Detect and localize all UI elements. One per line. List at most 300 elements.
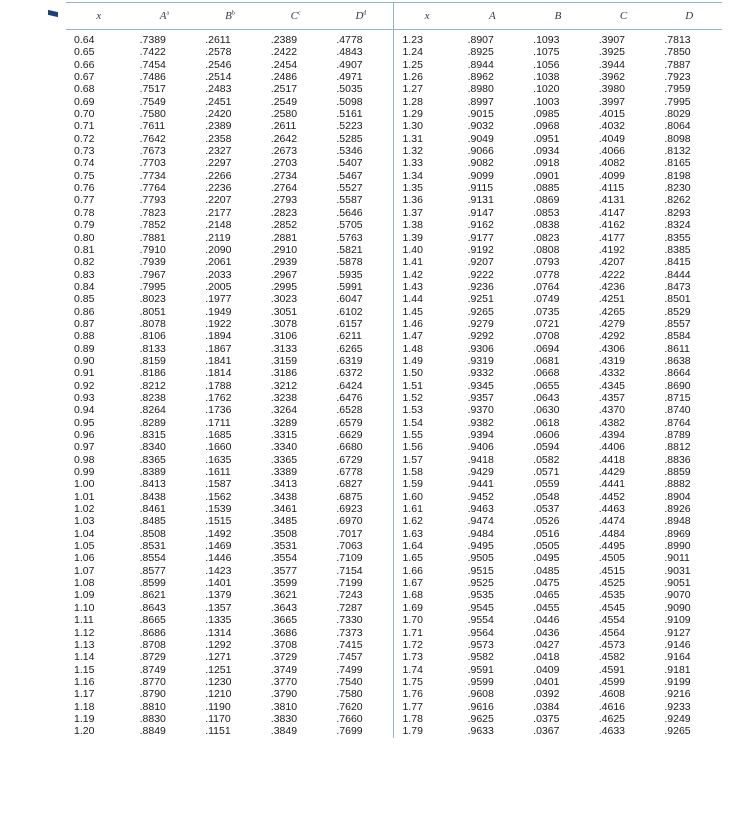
table-row	[66, 392, 722, 404]
column-header-label: C	[290, 10, 298, 22]
table-cell: .4505	[598, 552, 626, 565]
table-cell: .4192	[598, 243, 626, 256]
table-cell: .7642	[139, 132, 166, 145]
table-cell: .8990	[664, 540, 691, 553]
table-cell: .9441	[467, 478, 494, 491]
table-cell: .0630	[533, 404, 560, 417]
table-cell: 0.79	[74, 219, 95, 232]
table-cell: .2703	[270, 157, 298, 170]
table-cell: .9192	[467, 243, 494, 256]
table-cell: .2207	[205, 194, 232, 207]
table-cell: 0.91	[74, 367, 95, 380]
table-cell: .0475	[533, 577, 560, 590]
table-cell: .7415	[336, 638, 363, 651]
table-row	[66, 651, 722, 663]
table-cell: .4573	[598, 638, 626, 651]
table-cell: .5991	[336, 280, 363, 293]
table-cell: .0681	[533, 354, 560, 367]
table-cell: .8969	[664, 527, 691, 540]
table-cell: 0.80	[74, 231, 95, 244]
table-cell: .7703	[139, 157, 166, 170]
table-cell: .7549	[139, 95, 166, 108]
table-cell: .8133	[139, 342, 166, 355]
table-row	[66, 269, 722, 281]
column-header	[328, 3, 394, 30]
column-header-footnote: d	[363, 10, 367, 17]
table-cell: .8413	[139, 478, 166, 491]
table-cell: .3577	[270, 564, 298, 577]
table-cell: .7373	[336, 626, 363, 639]
table-cell: 1.45	[394, 306, 460, 318]
table-cell: .9591	[467, 663, 494, 676]
table-cell: .1635	[205, 453, 232, 466]
table-cell: .8980	[467, 83, 494, 96]
table-cell: .4625	[598, 712, 626, 725]
table-cell: .9181	[664, 663, 691, 676]
table-cell: 1.09	[74, 589, 95, 602]
table-cell: 0.70	[74, 108, 95, 121]
table-cell: .2486	[270, 71, 298, 84]
table-row	[66, 528, 722, 540]
table-cell: .8749	[139, 663, 166, 676]
table-cell: .1949	[205, 305, 232, 318]
table-cell: .0708	[533, 330, 560, 343]
table-cell: 1.63	[394, 528, 460, 540]
table-cell: .5935	[336, 268, 363, 281]
table-cell: .8789	[664, 429, 691, 441]
table-cell: .5527	[336, 182, 363, 195]
table-cell: .4608	[598, 688, 626, 701]
table-cell: .1151	[205, 725, 231, 738]
table-row	[66, 552, 722, 564]
table-cell: .3438	[270, 490, 298, 503]
table-row	[66, 120, 722, 132]
table-cell: .6528	[336, 404, 363, 417]
table-cell: 1.56	[394, 441, 460, 453]
table-cell: .3749	[270, 663, 298, 676]
table-cell: .9066	[467, 145, 494, 158]
table-cell: .1401	[205, 577, 232, 590]
table-cell: .0985	[533, 108, 560, 121]
table-cell: 1.16	[74, 675, 95, 688]
table-row	[66, 133, 722, 145]
table-cell: .8064	[664, 120, 691, 133]
table-cell: .4382	[598, 416, 626, 429]
table-cell: .9265	[664, 725, 691, 738]
table-cell: .9452	[467, 490, 494, 503]
table-cell: .3925	[598, 46, 626, 59]
table-row	[66, 713, 722, 725]
table-cell: .8132	[664, 145, 691, 158]
table-cell: .4131	[598, 194, 626, 207]
table-cell: .2327	[205, 145, 232, 158]
table-cell: .4474	[598, 515, 626, 528]
table-cell: 1.40	[394, 244, 460, 256]
table-cell: 1.74	[394, 664, 460, 676]
table-cell: .8485	[139, 515, 166, 528]
table-cell: 0.84	[74, 280, 95, 293]
table-row	[66, 478, 722, 490]
table-row	[66, 627, 722, 639]
table-cell: 0.74	[74, 157, 95, 170]
table-cell: .2148	[205, 219, 232, 232]
table-cell: .0485	[533, 564, 560, 577]
table-cell: .8289	[139, 416, 166, 429]
table-cell: .1562	[205, 490, 232, 503]
column-header	[132, 3, 198, 30]
table-cell: .3461	[270, 503, 298, 516]
table-cell: .2483	[205, 83, 232, 96]
table-cell: .3264	[270, 404, 298, 417]
table-cell: .9082	[467, 157, 494, 170]
table-row	[66, 232, 722, 244]
table-cell: .9599	[467, 675, 494, 688]
table-cell: .4554	[598, 614, 626, 627]
table-row	[66, 676, 722, 688]
table-cell: .8611	[664, 342, 690, 355]
table-cell: 1.73	[394, 651, 460, 663]
column-header	[197, 3, 263, 30]
table-cell: .6778	[336, 466, 363, 479]
table-cell: .4015	[598, 108, 626, 121]
column-header-label: D	[685, 10, 694, 22]
table-cell: .9370	[467, 404, 494, 417]
table-cell: .8078	[139, 317, 166, 330]
table-cell: 0.66	[74, 58, 95, 71]
table-cell: .5407	[336, 157, 363, 170]
table-cell: .8415	[664, 256, 691, 269]
table-cell: 1.34	[394, 170, 460, 182]
table-cell: .2764	[270, 182, 298, 195]
table-cell: 0.81	[74, 243, 95, 256]
table-cell: .7699	[336, 725, 363, 738]
table-cell: .6424	[336, 379, 363, 392]
table-cell: .6875	[336, 490, 363, 503]
table-cell: .9279	[467, 317, 494, 330]
table-cell: .0418	[533, 651, 560, 664]
table-cell: .4222	[598, 268, 626, 281]
table-row	[66, 83, 722, 95]
table-cell: .9099	[467, 169, 494, 182]
column-header	[460, 3, 526, 30]
table-cell: .8186	[139, 367, 166, 380]
table-cell: .3485	[270, 515, 298, 528]
table-cell: .1314	[205, 626, 232, 639]
table-cell: 1.69	[394, 602, 460, 614]
table-cell: .9515	[467, 564, 494, 577]
table-cell: .7243	[336, 589, 363, 602]
table-cell: .1762	[205, 391, 232, 404]
table-cell: .3997	[598, 95, 626, 108]
table-cell: 1.20	[74, 725, 95, 738]
table-row	[66, 540, 722, 552]
table-cell: .4115	[598, 182, 625, 195]
column-header	[263, 3, 329, 30]
table-cell: .0401	[533, 675, 560, 688]
table-cell: .0495	[533, 552, 560, 565]
table-row	[66, 306, 722, 318]
column-header-label: C	[619, 10, 628, 22]
table-cell: .9177	[467, 231, 494, 244]
table-cell: .0455	[533, 601, 560, 614]
table-cell: .9109	[664, 614, 691, 627]
table-cell: 1.38	[394, 219, 460, 231]
table-cell: .7422	[139, 46, 166, 59]
table-cell: .4207	[598, 256, 626, 269]
table-cell: .9127	[664, 626, 691, 639]
table-cell: .5646	[336, 206, 363, 219]
table-cell: 0.82	[74, 256, 95, 269]
table-cell: 1.35	[394, 182, 460, 194]
table-cell: .2033	[205, 268, 232, 281]
table-cell: .2967	[270, 268, 298, 281]
table-cell: 1.76	[394, 688, 460, 700]
table-cell: .9292	[467, 330, 494, 343]
table-cell: .0764	[533, 280, 560, 293]
table-cell: .3770	[270, 675, 298, 688]
table-cell: .1894	[205, 330, 232, 343]
table-cell: .4032	[598, 120, 626, 133]
table-cell: .2236	[205, 182, 232, 195]
table-cell: .8098	[664, 132, 691, 145]
table-cell: .4495	[598, 540, 626, 553]
table-cell: .6923	[336, 503, 363, 516]
table-cell: .4843	[336, 46, 363, 59]
table-cell: .4418	[598, 453, 626, 466]
table-cell: 1.39	[394, 232, 460, 244]
table-cell: .4406	[598, 441, 626, 454]
table-cell: .8508	[139, 527, 166, 540]
table-cell: .2177	[205, 206, 232, 219]
table-cell: .1685	[205, 429, 232, 441]
table-cell: .0694	[533, 342, 560, 355]
table-cell: .9070	[664, 589, 691, 602]
table-cell: 0.94	[74, 404, 95, 417]
table-cell: .3849	[270, 725, 298, 738]
table-cell: .9090	[664, 601, 691, 614]
table-row	[66, 318, 722, 330]
table-cell: .9382	[467, 416, 494, 429]
table-cell: .6629	[336, 429, 363, 441]
table-cell: .0446	[533, 614, 560, 627]
table-cell: .8557	[664, 317, 691, 330]
table-cell: .0606	[533, 429, 560, 441]
table-cell: .7287	[336, 601, 363, 614]
table-row	[66, 503, 722, 515]
table-cell: 0.71	[74, 120, 95, 133]
table-cell: .9418	[467, 453, 494, 466]
table-row	[66, 565, 722, 577]
table-cell: .3238	[270, 391, 298, 404]
table-cell: .8238	[139, 391, 166, 404]
table-cell: 1.68	[394, 589, 460, 601]
table-cell: .2734	[270, 169, 298, 182]
table-cell: 0.72	[74, 132, 95, 145]
table-row	[66, 466, 722, 478]
table-row	[66, 639, 722, 651]
table-cell: .4452	[598, 490, 626, 503]
table-cell: .4484	[598, 527, 626, 540]
table-cell: 0.77	[74, 194, 95, 207]
table-cell: .0853	[533, 206, 560, 219]
table-row	[66, 145, 722, 157]
table-cell: .8159	[139, 354, 166, 367]
table-cell: .0735	[533, 305, 560, 318]
table-cell: .2517	[270, 83, 298, 96]
table-row	[66, 244, 722, 256]
table-cell: .3365	[270, 453, 298, 466]
table-cell: .0465	[533, 589, 560, 602]
table-cell: .1867	[205, 342, 232, 355]
table-cell: .8715	[664, 391, 691, 404]
table-cell: .7813	[664, 34, 691, 46]
table-cell: .9554	[467, 614, 494, 627]
table-cell: 1.37	[394, 207, 460, 219]
table-row	[66, 194, 722, 206]
table-cell: .0594	[533, 441, 560, 454]
table-cell: .6579	[336, 416, 363, 429]
table-cell: 1.58	[394, 466, 460, 478]
table-cell: .2266	[205, 169, 232, 182]
table-row	[66, 664, 722, 676]
table-cell: .2454	[270, 58, 298, 71]
table-cell: .2611	[205, 34, 231, 46]
table-cell: .9357	[467, 391, 494, 404]
table-cell: .1841	[205, 354, 232, 367]
table-cell: .9031	[664, 564, 691, 577]
table-cell: .3078	[270, 317, 298, 330]
table-cell: .6102	[336, 305, 363, 318]
table-cell: .8165	[664, 157, 691, 170]
table-cell: .4370	[598, 404, 626, 417]
table-cell: .3729	[270, 651, 298, 664]
table-cell: .0643	[533, 391, 560, 404]
table-cell: .4778	[336, 34, 363, 46]
table-cell: .4633	[598, 725, 626, 738]
table-row	[66, 157, 722, 169]
table-cell: .0951	[533, 132, 560, 145]
table-row	[66, 602, 722, 614]
table-cell: .1038	[533, 71, 560, 84]
table-cell: 1.64	[394, 540, 460, 552]
table-cell: .0582	[533, 453, 560, 466]
table-cell: .7793	[139, 194, 166, 207]
table-cell: 1.10	[74, 601, 95, 614]
table-cell: .0808	[533, 243, 560, 256]
table-cell: .9474	[467, 515, 494, 528]
table-cell: .1423	[205, 564, 232, 577]
table-cell: .7959	[664, 83, 691, 96]
table-cell: .2005	[205, 280, 232, 293]
table-cell: .9625	[467, 712, 494, 725]
column-header-label: B	[554, 10, 562, 22]
table-cell: .1814	[205, 367, 232, 380]
table-row	[66, 281, 722, 293]
table-cell: 1.70	[394, 614, 460, 626]
table-cell: .9573	[467, 638, 494, 651]
table-cell: 0.73	[74, 145, 95, 158]
table-cell: 0.86	[74, 305, 95, 318]
table-cell: .4591	[598, 663, 626, 676]
column-header	[394, 3, 460, 30]
table-cell: .2881	[270, 231, 298, 244]
table-cell: .9608	[467, 688, 494, 701]
table-cell: .9306	[467, 342, 494, 355]
table-cell: .3051	[270, 305, 298, 318]
table-cell: .3554	[270, 552, 298, 565]
table-cell: 1.42	[394, 269, 460, 281]
table-cell: .1251	[205, 663, 232, 676]
table-row	[66, 491, 722, 503]
table-cell: .0721	[533, 317, 560, 330]
table-cell: .5763	[336, 231, 363, 244]
table-cell: .2823	[270, 206, 298, 219]
table-cell: 1.00	[74, 478, 95, 491]
table-cell: .8473	[664, 280, 691, 293]
table-cell: .4394	[598, 429, 626, 441]
table-row	[66, 343, 722, 355]
table-cell: .0901	[533, 169, 560, 182]
table-cell: .3508	[270, 527, 298, 540]
table-cell: 0.96	[74, 429, 95, 441]
table-cell: .8638	[664, 354, 691, 367]
table-cell: .8790	[139, 688, 166, 701]
table-row	[66, 71, 722, 83]
table-row	[66, 380, 722, 392]
table-cell: 1.28	[394, 96, 460, 108]
table-cell: .0571	[533, 466, 560, 479]
table-cell: .8315	[139, 429, 166, 441]
normal-distribution-table-container	[66, 2, 722, 738]
table-cell: .7852	[139, 219, 166, 232]
column-header-label: A	[159, 10, 167, 22]
table-cell: 1.54	[394, 417, 460, 429]
table-cell: .3599	[270, 577, 298, 590]
table-cell: .7017	[336, 527, 363, 540]
table-cell: 0.99	[74, 466, 95, 479]
table-cell: .7540	[336, 675, 363, 688]
table-cell: .7330	[336, 614, 363, 627]
table-cell: 0.98	[74, 453, 95, 466]
table-cell: 1.32	[394, 145, 460, 157]
table-cell: .8849	[139, 725, 166, 738]
column-header-label: A	[488, 10, 496, 22]
table-cell: 0.87	[74, 317, 95, 330]
table-cell: .1357	[205, 601, 232, 614]
table-cell: .4099	[598, 169, 626, 182]
table-cell: 1.06	[74, 552, 95, 565]
table-cell: .4177	[598, 231, 626, 244]
table-cell: .4147	[598, 206, 626, 219]
table-cell: .3621	[270, 589, 298, 602]
table-cell: .8438	[139, 490, 166, 503]
table-cell: .7063	[336, 540, 363, 553]
table-cell: .7517	[139, 83, 166, 96]
table-cell: .7580	[336, 688, 363, 701]
table-cell: .4292	[598, 330, 626, 343]
table-cell: .7923	[664, 71, 691, 84]
table-cell: .8293	[664, 206, 691, 219]
table-cell: .1469	[205, 540, 232, 553]
table-cell: .8531	[139, 540, 166, 553]
table-cell: 1.25	[394, 59, 460, 71]
table-cell: .2852	[270, 219, 298, 232]
table-cell: .8729	[139, 651, 166, 664]
table-row	[66, 108, 722, 120]
table-cell: .7660	[336, 712, 363, 725]
table-cell: .3106	[270, 330, 298, 343]
table-row	[66, 96, 722, 108]
